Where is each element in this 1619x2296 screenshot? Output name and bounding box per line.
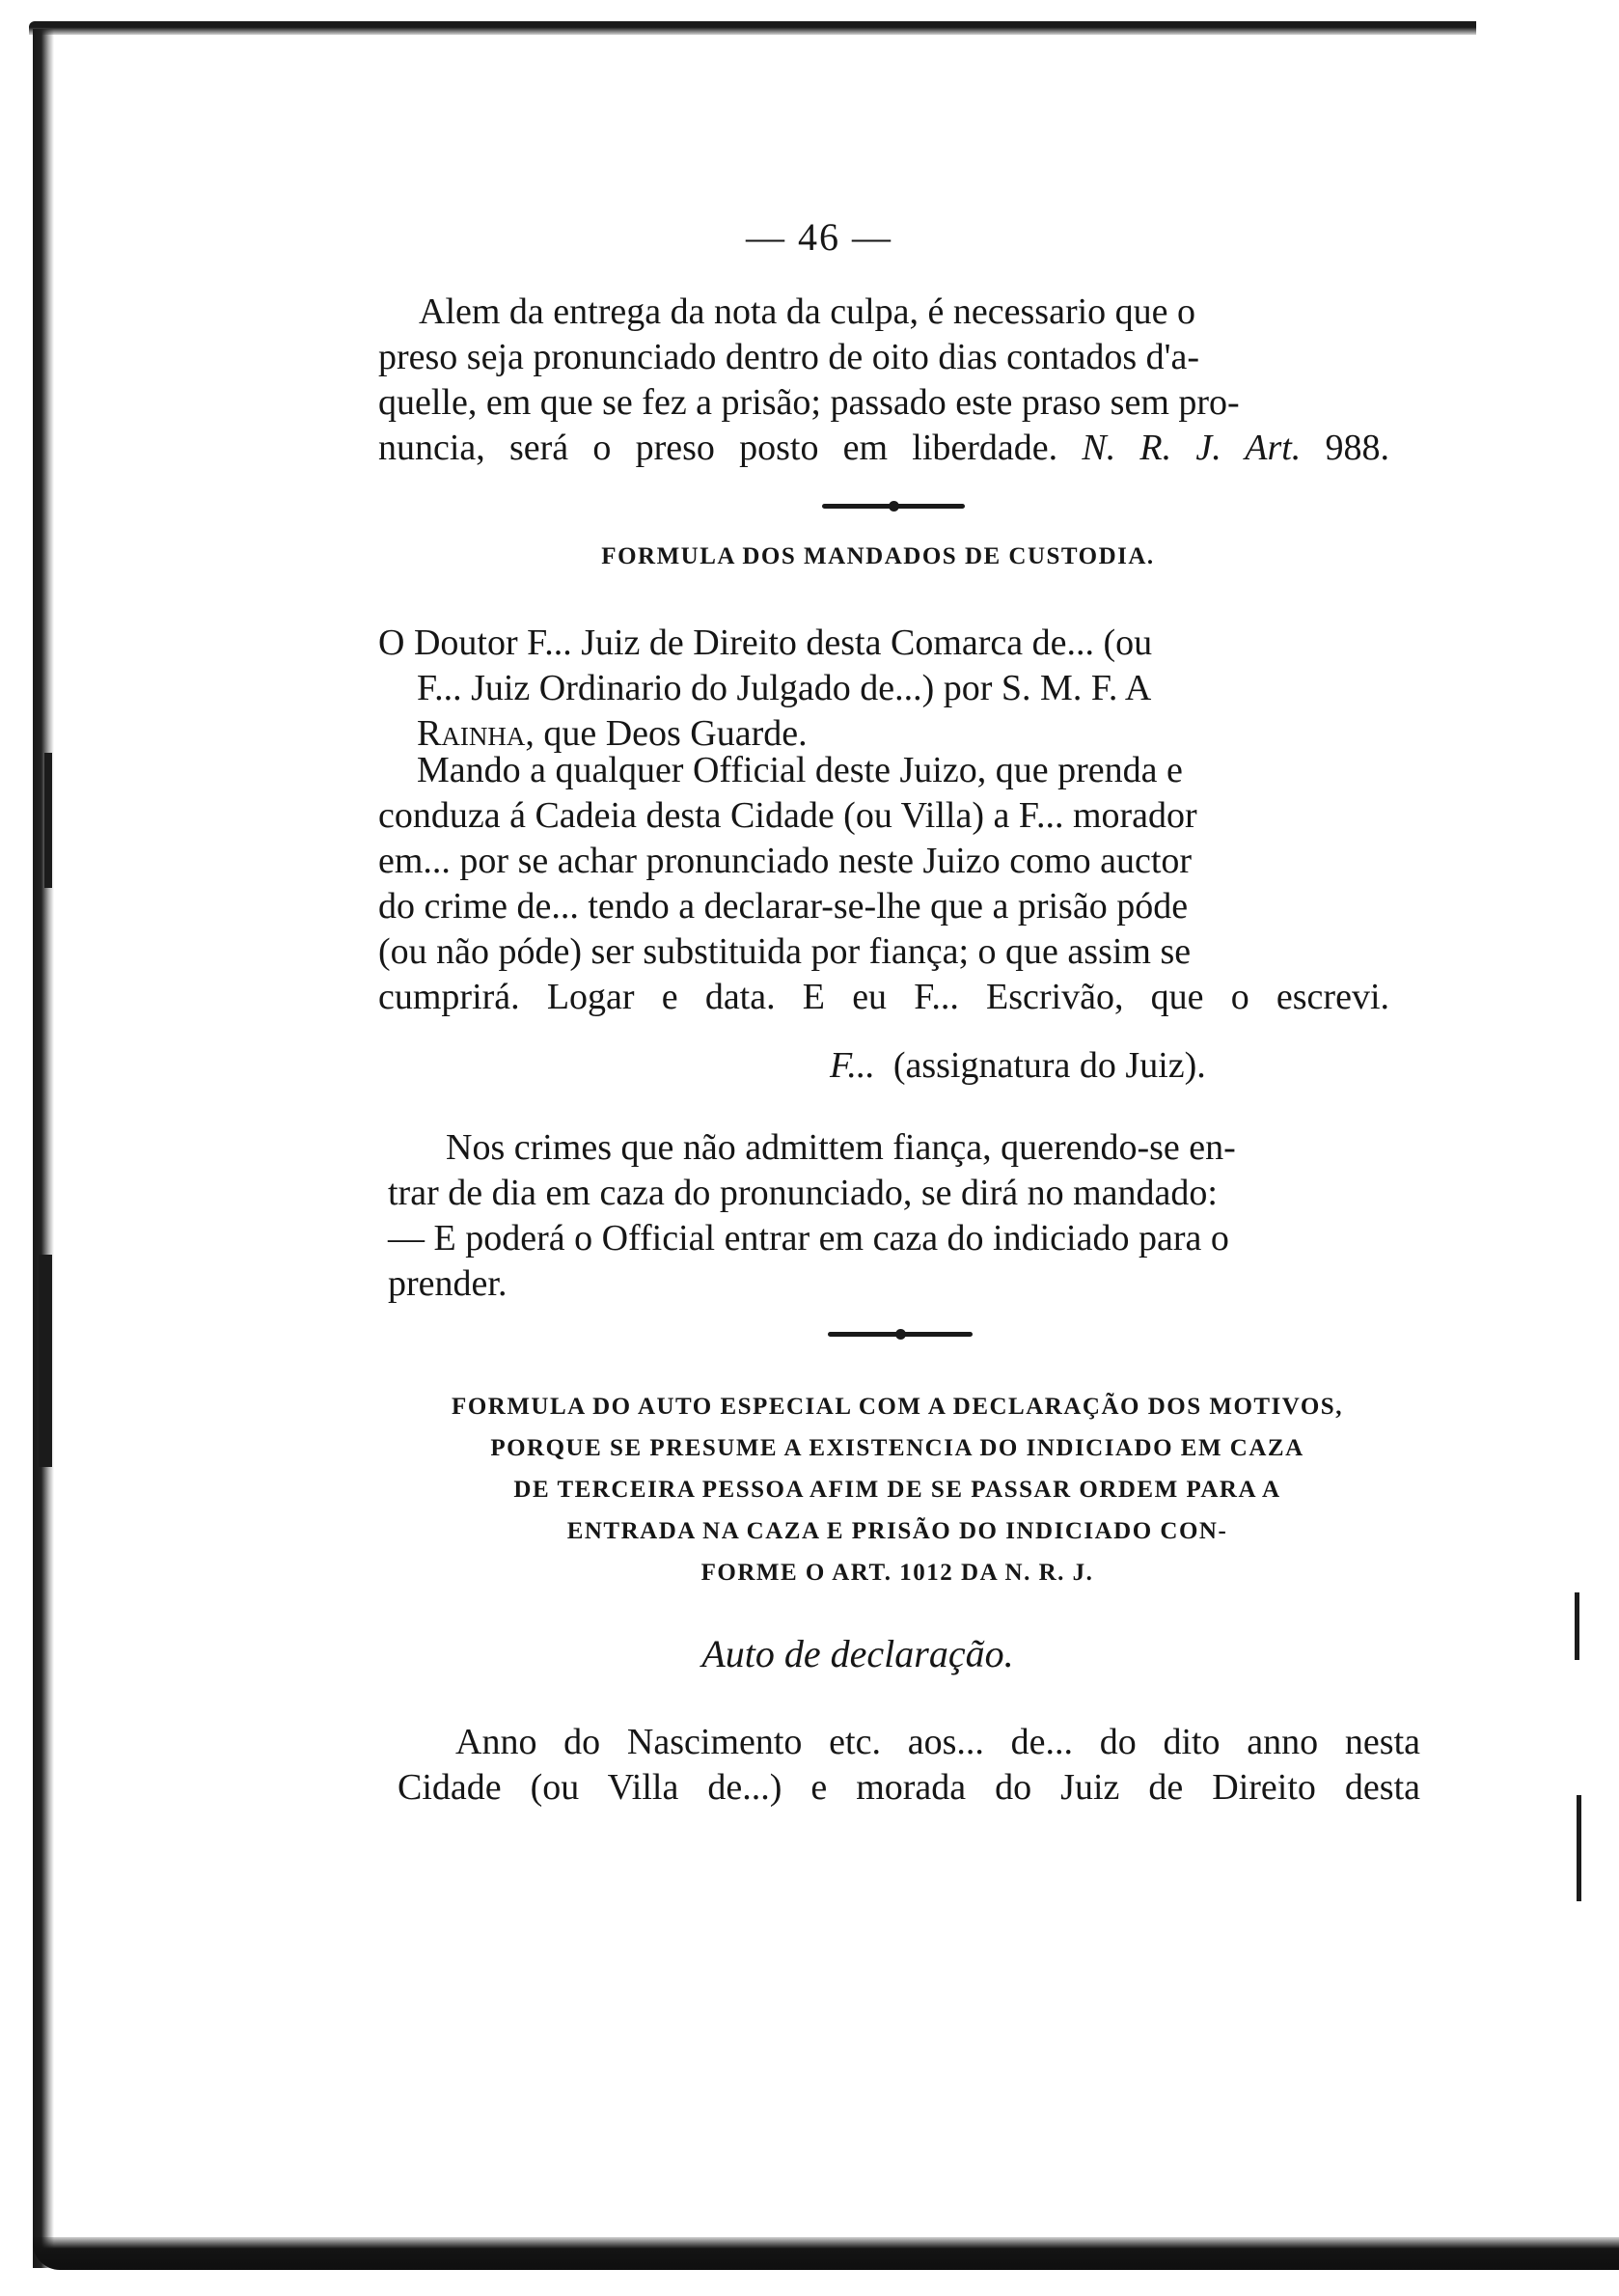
final-paragraph: [398, 1720, 1420, 1811]
rainha-rest: que Deos Guarde.: [543, 713, 808, 754]
text-line: prender.: [388, 1263, 508, 1304]
citation: N. R. J. Art.: [1082, 428, 1302, 468]
intro-paragraph: [378, 290, 1389, 471]
rainha: Rainha,: [417, 713, 535, 754]
text-line: Alem da entrega da nota da culpa, é necessario que o: [419, 291, 1196, 332]
text-line: F... Juiz Ordinario do Julgado de...) por S. M. F. A: [417, 668, 1152, 708]
text-line: O Doutor F... Juiz de Direito desta Comarca de... (ou: [378, 622, 1153, 663]
note-paragraph: [388, 1125, 1399, 1307]
text-line: trar de dia em caza do pronunciado, se dirá no mandado:: [388, 1173, 1218, 1213]
text-line: Nos crimes que não admittem fiança, querendo-se en-: [446, 1127, 1236, 1168]
heading-line: PORQUE SE PRESUME A EXISTENCIA DO INDICIADO EM CAZA: [490, 1435, 1304, 1461]
page-number: — 46 —: [746, 215, 892, 259]
heading-line: ENTRADA NA CAZA E PRISÃO DO INDICIADO CON-: [566, 1518, 1228, 1544]
scan-left-edge: [33, 29, 54, 2268]
signature-name: F...: [830, 1045, 875, 1086]
heading-line: DE TERCEIRA PESSOA AFIM DE SE PASSAR ORDEM PARA A: [513, 1477, 1281, 1503]
scan-bottom-edge: [33, 2237, 1619, 2270]
text-line: quelle, em que se fez a prisão; passado este praso sem pro-: [378, 382, 1240, 423]
scan-spine-mark: [39, 1255, 52, 1467]
text-line: preso seja pronunciado dentro de oito dias contados d'a-: [378, 337, 1200, 377]
scan-top-edge: [29, 21, 1476, 35]
form-opening: [378, 621, 1389, 757]
text-line: [378, 426, 1389, 471]
signature-text: (assignatura do Juiz).: [892, 1045, 1206, 1086]
signature-line: [830, 1044, 1206, 1087]
heading-formula-custodia: [540, 536, 1216, 577]
text-line: Anno do Nascimento etc. aos... de... do dito anno nesta: [455, 1722, 1420, 1762]
text-line: (ou não póde) ser substituida por fiança; o que assim se: [378, 931, 1192, 972]
last-line-text: nuncia, será o preso posto em liberdade.: [378, 428, 1058, 468]
text-line: do crime de... tendo a declarar-se-lhe que a prisão póde: [378, 886, 1189, 927]
scan-spine-mark: [44, 753, 52, 888]
text-line: — E poderá o Official entrar em caza do indiciado para o: [388, 1218, 1229, 1259]
heading-line: FORMULA DOS MANDADOS DE CUSTODIA.: [601, 543, 1155, 569]
text-line: Cidade (ou Villa de...) e morada do Juiz de Direito desta: [398, 1767, 1420, 1808]
scan-right-mark: [1577, 1795, 1581, 1901]
text-line: Mando a qualquer Official deste Juizo, que prenda e: [417, 750, 1183, 790]
citation-number: 988.: [1325, 428, 1390, 468]
ornamental-rule: [822, 504, 965, 509]
text-line: cumprirá. Logar e data. E eu F... Escrivão, que o escrevi.: [378, 977, 1389, 1017]
heading-line: FORME O ART. 1012 DA N. R. J.: [700, 1560, 1094, 1586]
ornamental-rule: [828, 1332, 973, 1337]
text-line: conduza á Cadeia desta Cidade (ou Villa) a F... morador: [378, 795, 1197, 836]
order-paragraph: [378, 748, 1389, 1020]
text-line: em... por se achar pronunciado neste Juizo como auctor: [378, 841, 1193, 881]
subheading-auto-declaracao: Auto de declaração.: [701, 1632, 1014, 1675]
heading-line: FORMULA DO AUTO ESPECIAL COM A DECLARAÇÃO DOS MOTIVOS,: [452, 1394, 1343, 1420]
heading-formula-auto-especial: [386, 1386, 1409, 1593]
